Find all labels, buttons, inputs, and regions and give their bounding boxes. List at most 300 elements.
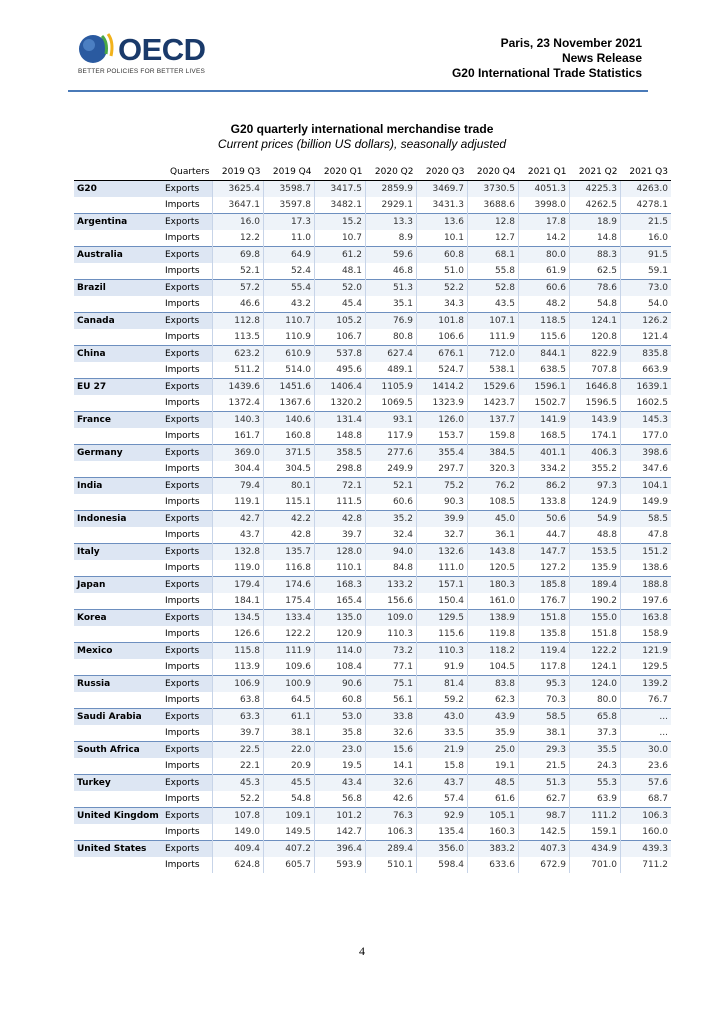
value-cell: 835.8 — [621, 346, 672, 363]
value-cell: 1414.2 — [417, 379, 468, 396]
value-cell: 2929.1 — [366, 197, 417, 214]
value-cell: 161.0 — [468, 593, 519, 610]
country-cell — [74, 494, 162, 511]
value-cell: 115.8 — [213, 643, 264, 660]
value-cell: 624.8 — [213, 857, 264, 873]
country-cell: United Kingdom — [74, 808, 162, 825]
value-cell: 110.3 — [366, 626, 417, 643]
table-row — [74, 247, 671, 264]
value-cell: 168.3 — [315, 577, 366, 594]
value-cell: 58.5 — [519, 709, 570, 726]
table-row — [74, 395, 671, 412]
value-cell: 147.7 — [519, 544, 570, 561]
value-cell: 111.2 — [570, 808, 621, 825]
value-cell: 54.9 — [570, 511, 621, 528]
value-cell: 111.0 — [417, 560, 468, 577]
value-cell: 1596.5 — [570, 395, 621, 412]
value-cell: 22.5 — [213, 742, 264, 759]
value-cell: 119.8 — [468, 626, 519, 643]
value-cell: 64.9 — [264, 247, 315, 264]
value-cell: 151.8 — [519, 610, 570, 627]
country-cell — [74, 395, 162, 412]
value-cell: 37.3 — [570, 725, 621, 742]
value-cell: 3417.5 — [315, 181, 366, 198]
value-cell: 124.1 — [570, 659, 621, 676]
value-cell: 58.5 — [621, 511, 672, 528]
value-cell: 510.1 — [366, 857, 417, 873]
value-cell: 1367.6 — [264, 395, 315, 412]
value-cell: 35.9 — [468, 725, 519, 742]
quarter-header: 2021 Q2 — [570, 164, 621, 181]
value-cell: 115.6 — [519, 329, 570, 346]
value-cell: 119.0 — [213, 560, 264, 577]
value-cell: 117.8 — [519, 659, 570, 676]
table-row — [74, 181, 671, 198]
value-cell: 52.1 — [213, 263, 264, 280]
value-cell: 59.1 — [621, 263, 672, 280]
value-cell: 297.7 — [417, 461, 468, 478]
value-cell: 1639.1 — [621, 379, 672, 396]
value-cell: 76.9 — [366, 313, 417, 330]
value-cell: 12.7 — [468, 230, 519, 247]
value-cell: 55.4 — [264, 280, 315, 297]
flow-cell: Imports — [165, 728, 200, 738]
value-cell: 90.3 — [417, 494, 468, 511]
value-cell: 105.2 — [315, 313, 366, 330]
value-cell: 45.3 — [213, 775, 264, 792]
value-cell: 16.0 — [213, 214, 264, 231]
value-cell: 44.7 — [519, 527, 570, 544]
value-cell: 524.7 — [417, 362, 468, 379]
value-cell: 56.8 — [315, 791, 366, 808]
value-cell: 638.5 — [519, 362, 570, 379]
country-cell — [74, 296, 162, 313]
value-cell: 124.0 — [570, 676, 621, 693]
value-cell: 68.7 — [621, 791, 672, 808]
country-cell: Indonesia — [74, 511, 162, 528]
value-cell: 15.2 — [315, 214, 366, 231]
flow-cell: Imports — [165, 497, 200, 507]
value-cell: 19.1 — [468, 758, 519, 775]
value-cell: 822.9 — [570, 346, 621, 363]
value-cell: 142.5 — [519, 824, 570, 841]
table-row — [74, 857, 671, 873]
value-cell: 39.7 — [315, 527, 366, 544]
value-cell: 107.1 — [468, 313, 519, 330]
value-cell: 120.9 — [315, 626, 366, 643]
value-cell: 135.0 — [315, 610, 366, 627]
header-divider — [68, 90, 648, 92]
table-row — [74, 560, 671, 577]
value-cell: 30.0 — [621, 742, 672, 759]
value-cell: 160.0 — [621, 824, 672, 841]
value-cell: 105.1 — [468, 808, 519, 825]
value-cell: 42.6 — [366, 791, 417, 808]
flow-cell: Exports — [162, 709, 213, 726]
table-row — [74, 544, 671, 561]
value-cell: 434.9 — [570, 841, 621, 858]
value-cell: 119.1 — [213, 494, 264, 511]
value-cell: 21.9 — [417, 742, 468, 759]
value-cell: 64.5 — [264, 692, 315, 709]
globe-icon — [78, 32, 116, 66]
table-row — [74, 841, 671, 858]
country-cell — [74, 362, 162, 379]
value-cell: 84.8 — [366, 560, 417, 577]
value-cell: 113.9 — [213, 659, 264, 676]
value-cell: 151.8 — [570, 626, 621, 643]
value-cell: 2859.9 — [366, 181, 417, 198]
table-row — [74, 626, 671, 643]
flow-cell: Imports — [165, 332, 200, 342]
table-row — [74, 296, 671, 313]
value-cell: 22.1 — [213, 758, 264, 775]
value-cell: 104.5 — [468, 659, 519, 676]
value-cell: 396.4 — [315, 841, 366, 858]
value-cell: 189.4 — [570, 577, 621, 594]
value-cell: 79.4 — [213, 478, 264, 495]
value-cell: 610.9 — [264, 346, 315, 363]
flow-cell: Exports — [162, 280, 213, 297]
table-row — [74, 428, 671, 445]
release-date: Paris, 23 November 2021 — [500, 36, 642, 50]
logo-wordmark: OECD — [118, 32, 206, 67]
value-cell: 32.7 — [417, 527, 468, 544]
country-cell: Mexico — [74, 643, 162, 660]
value-cell: 298.8 — [315, 461, 366, 478]
value-cell: 1323.9 — [417, 395, 468, 412]
value-cell: 65.8 — [570, 709, 621, 726]
country-cell: United States — [74, 841, 162, 858]
table-row — [74, 478, 671, 495]
flow-cell: Imports — [165, 629, 200, 639]
value-cell: 11.0 — [264, 230, 315, 247]
value-cell: 598.4 — [417, 857, 468, 873]
country-cell — [74, 725, 162, 742]
value-cell: 121.4 — [621, 329, 672, 346]
value-cell: 4051.3 — [519, 181, 570, 198]
table-row — [74, 758, 671, 775]
value-cell: 76.2 — [468, 478, 519, 495]
value-cell: 4225.3 — [570, 181, 621, 198]
flow-cell: Exports — [162, 643, 213, 660]
value-cell: 140.3 — [213, 412, 264, 429]
value-cell: 61.2 — [315, 247, 366, 264]
flow-cell: Imports — [165, 299, 200, 309]
value-cell: 60.6 — [366, 494, 417, 511]
value-cell: 1529.6 — [468, 379, 519, 396]
quarter-header: 2020 Q2 — [366, 164, 417, 181]
value-cell: 132.8 — [213, 544, 264, 561]
value-cell: 3482.1 — [315, 197, 366, 214]
flow-cell: Imports — [165, 266, 200, 276]
table-row — [74, 412, 671, 429]
country-header — [74, 164, 162, 181]
value-cell: 70.3 — [519, 692, 570, 709]
country-cell: G20 — [74, 181, 162, 198]
value-cell: 42.8 — [315, 511, 366, 528]
value-cell: 43.2 — [264, 296, 315, 313]
country-cell — [74, 791, 162, 808]
value-cell: 60.8 — [417, 247, 468, 264]
value-cell: 60.6 — [519, 280, 570, 297]
quarter-header: 2020 Q4 — [468, 164, 519, 181]
value-cell: 128.0 — [315, 544, 366, 561]
flow-cell: Imports — [165, 464, 200, 474]
value-cell: 45.5 — [264, 775, 315, 792]
value-cell: 3625.4 — [213, 181, 264, 198]
value-cell: 371.5 — [264, 445, 315, 462]
value-cell: 35.2 — [366, 511, 417, 528]
value-cell: 3647.1 — [213, 197, 264, 214]
value-cell: 62.7 — [519, 791, 570, 808]
value-cell: 62.3 — [468, 692, 519, 709]
value-cell: 8.9 — [366, 230, 417, 247]
value-cell: 176.7 — [519, 593, 570, 610]
value-cell: 46.8 — [366, 263, 417, 280]
value-cell: 59.6 — [366, 247, 417, 264]
trade-table — [74, 164, 671, 873]
value-cell: 16.0 — [621, 230, 672, 247]
value-cell: 18.9 — [570, 214, 621, 231]
value-cell: 701.0 — [570, 857, 621, 873]
value-cell: 43.9 — [468, 709, 519, 726]
value-cell: 676.1 — [417, 346, 468, 363]
value-cell: 407.2 — [264, 841, 315, 858]
value-cell: 132.6 — [417, 544, 468, 561]
flow-cell: Exports — [162, 676, 213, 693]
value-cell: 1372.4 — [213, 395, 264, 412]
value-cell: 106.3 — [366, 824, 417, 841]
country-cell: Russia — [74, 676, 162, 693]
value-cell: 106.7 — [315, 329, 366, 346]
value-cell: 42.8 — [264, 527, 315, 544]
value-cell: 139.2 — [621, 676, 672, 693]
value-cell: 53.0 — [315, 709, 366, 726]
value-cell: 289.4 — [366, 841, 417, 858]
value-cell: 75.2 — [417, 478, 468, 495]
value-cell: 355.4 — [417, 445, 468, 462]
value-cell: 406.3 — [570, 445, 621, 462]
value-cell: 1646.8 — [570, 379, 621, 396]
value-cell: 1602.5 — [621, 395, 672, 412]
value-cell: 78.6 — [570, 280, 621, 297]
value-cell: 21.5 — [519, 758, 570, 775]
value-cell: 33.8 — [366, 709, 417, 726]
table-row — [74, 511, 671, 528]
table-row — [74, 362, 671, 379]
value-cell: 81.4 — [417, 676, 468, 693]
value-cell: 161.7 — [213, 428, 264, 445]
table-body — [74, 181, 671, 874]
flow-cell: Imports — [165, 233, 200, 243]
value-cell: 29.3 — [519, 742, 570, 759]
value-cell: 115.1 — [264, 494, 315, 511]
table-row — [74, 643, 671, 660]
value-cell: 627.4 — [366, 346, 417, 363]
table-row — [74, 214, 671, 231]
country-cell — [74, 329, 162, 346]
value-cell: 135.7 — [264, 544, 315, 561]
value-cell: 60.8 — [315, 692, 366, 709]
table-row — [74, 659, 671, 676]
value-cell: 159.1 — [570, 824, 621, 841]
value-cell: 538.1 — [468, 362, 519, 379]
country-cell — [74, 527, 162, 544]
flow-cell: Exports — [162, 412, 213, 429]
value-cell: 97.3 — [570, 478, 621, 495]
table-row — [74, 692, 671, 709]
value-cell: 163.8 — [621, 610, 672, 627]
table-row — [74, 461, 671, 478]
logo-tagline: BETTER POLICIES FOR BETTER LIVES — [78, 68, 206, 75]
table-row — [74, 709, 671, 726]
value-cell: 43.5 — [468, 296, 519, 313]
value-cell: 42.2 — [264, 511, 315, 528]
flow-cell: Exports — [162, 214, 213, 231]
country-cell: Canada — [74, 313, 162, 330]
value-cell: 347.6 — [621, 461, 672, 478]
table-row — [74, 329, 671, 346]
value-cell: 135.9 — [570, 560, 621, 577]
value-cell: 109.6 — [264, 659, 315, 676]
table-row — [74, 379, 671, 396]
value-cell: 45.0 — [468, 511, 519, 528]
table-row — [74, 494, 671, 511]
value-cell: 52.4 — [264, 263, 315, 280]
value-cell: 593.9 — [315, 857, 366, 873]
country-cell: Japan — [74, 577, 162, 594]
value-cell: 140.6 — [264, 412, 315, 429]
value-cell: 51.3 — [366, 280, 417, 297]
value-cell: 19.5 — [315, 758, 366, 775]
value-cell: 72.1 — [315, 478, 366, 495]
country-cell — [74, 857, 162, 873]
flow-cell: Exports — [162, 610, 213, 627]
value-cell: 39.7 — [213, 725, 264, 742]
value-cell: 277.6 — [366, 445, 417, 462]
value-cell: 409.4 — [213, 841, 264, 858]
value-cell: 129.5 — [417, 610, 468, 627]
table-title: G20 quarterly international merchandise trade — [230, 122, 494, 136]
value-cell: 180.3 — [468, 577, 519, 594]
flow-cell: Exports — [162, 445, 213, 462]
value-cell: 61.1 — [264, 709, 315, 726]
flow-cell: Exports — [162, 577, 213, 594]
value-cell: 75.1 — [366, 676, 417, 693]
value-cell: 86.2 — [519, 478, 570, 495]
country-cell: Australia — [74, 247, 162, 264]
value-cell: 138.6 — [621, 560, 672, 577]
table-row — [74, 527, 671, 544]
value-cell: 108.4 — [315, 659, 366, 676]
value-cell: 369.0 — [213, 445, 264, 462]
value-cell: 133.4 — [264, 610, 315, 627]
value-cell: 407.3 — [519, 841, 570, 858]
value-cell: 62.5 — [570, 263, 621, 280]
country-cell — [74, 197, 162, 214]
value-cell: 124.1 — [570, 313, 621, 330]
value-cell: 48.2 — [519, 296, 570, 313]
value-cell: 101.2 — [315, 808, 366, 825]
country-cell: China — [74, 346, 162, 363]
value-cell: 73.0 — [621, 280, 672, 297]
value-cell: 110.9 — [264, 329, 315, 346]
value-cell: 138.9 — [468, 610, 519, 627]
value-cell: 127.2 — [519, 560, 570, 577]
value-cell: 36.1 — [468, 527, 519, 544]
value-cell: 57.2 — [213, 280, 264, 297]
value-cell: 4278.1 — [621, 197, 672, 214]
value-cell: 17.3 — [264, 214, 315, 231]
value-cell: 174.1 — [570, 428, 621, 445]
value-cell: 20.9 — [264, 758, 315, 775]
value-cell: 43.7 — [417, 775, 468, 792]
table-row — [74, 824, 671, 841]
value-cell: 117.9 — [366, 428, 417, 445]
quarter-header: 2021 Q1 — [519, 164, 570, 181]
flow-cell: Imports — [165, 662, 200, 672]
value-cell: 334.2 — [519, 461, 570, 478]
value-cell: 126.2 — [621, 313, 672, 330]
value-cell: 61.6 — [468, 791, 519, 808]
value-cell: 118.2 — [468, 643, 519, 660]
value-cell: 23.0 — [315, 742, 366, 759]
value-cell: 57.6 — [621, 775, 672, 792]
value-cell: 32.6 — [366, 725, 417, 742]
country-cell: France — [74, 412, 162, 429]
value-cell: 63.9 — [570, 791, 621, 808]
value-cell: 109.0 — [366, 610, 417, 627]
table-row — [74, 577, 671, 594]
value-cell: 3597.8 — [264, 197, 315, 214]
value-cell: ... — [621, 725, 672, 742]
value-cell: 12.2 — [213, 230, 264, 247]
flow-cell: Imports — [165, 596, 200, 606]
value-cell: 13.3 — [366, 214, 417, 231]
country-cell: Korea — [74, 610, 162, 627]
value-cell: 135.4 — [417, 824, 468, 841]
value-cell: 149.5 — [264, 824, 315, 841]
value-cell: 50.6 — [519, 511, 570, 528]
country-cell: Turkey — [74, 775, 162, 792]
value-cell: 623.2 — [213, 346, 264, 363]
value-cell: 153.5 — [570, 544, 621, 561]
value-cell: 54.0 — [621, 296, 672, 313]
flow-cell: Exports — [162, 181, 213, 198]
value-cell: 59.2 — [417, 692, 468, 709]
table-row — [74, 230, 671, 247]
flow-cell: Imports — [165, 695, 200, 705]
flow-cell: Exports — [162, 511, 213, 528]
value-cell: 48.8 — [570, 527, 621, 544]
value-cell: 1423.7 — [468, 395, 519, 412]
value-cell: 61.9 — [519, 263, 570, 280]
value-cell: 398.6 — [621, 445, 672, 462]
value-cell: 672.9 — [519, 857, 570, 873]
value-cell: 63.8 — [213, 692, 264, 709]
value-cell: 90.6 — [315, 676, 366, 693]
value-cell: 24.3 — [570, 758, 621, 775]
value-cell: 304.4 — [213, 461, 264, 478]
value-cell: 112.8 — [213, 313, 264, 330]
value-cell: 495.6 — [315, 362, 366, 379]
value-cell: 1439.6 — [213, 379, 264, 396]
country-cell: Argentina — [74, 214, 162, 231]
table-row — [74, 280, 671, 297]
quarter-header: 2019 Q3 — [213, 164, 264, 181]
value-cell: 114.0 — [315, 643, 366, 660]
